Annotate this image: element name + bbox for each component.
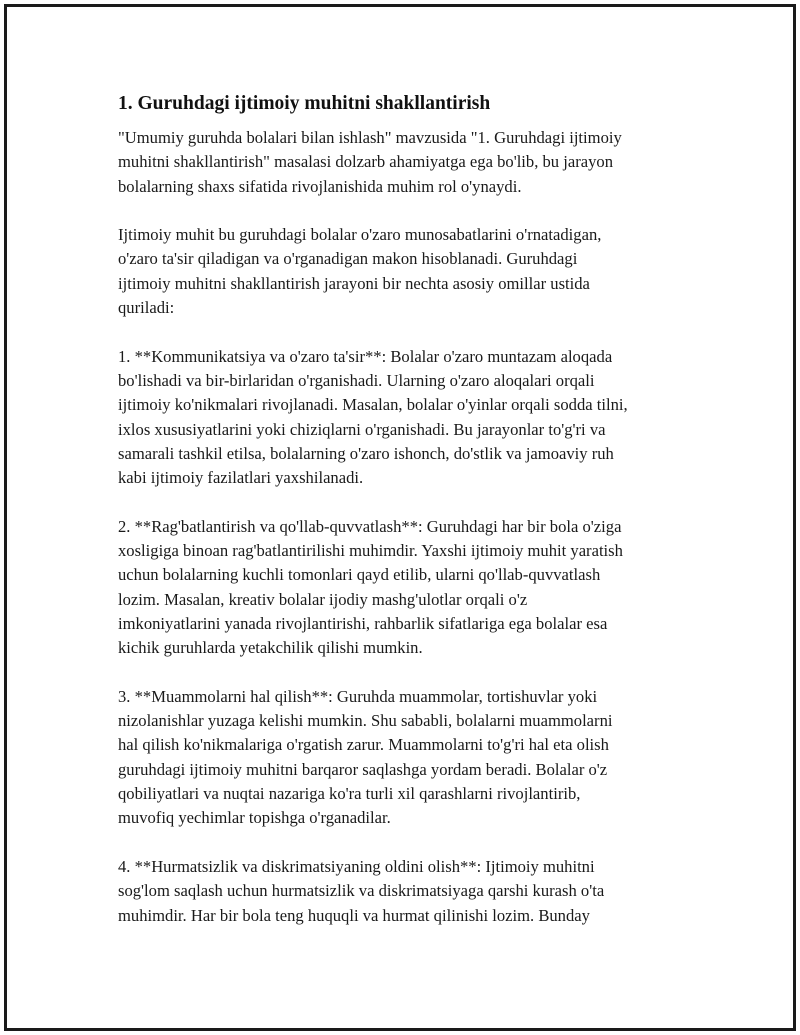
text-line: muhimdir. Har bir bola teng huquqli va hurmat qilinishi lozim. Bunday (118, 905, 590, 925)
section-heading: 1. Guruhdagi ijtimoiy muhitni shakllantirish (118, 93, 491, 114)
text-line: hal qilish ko'nikmalariga o'rgatish zarur. Muammolarni to'g'ri hal eta olish (118, 735, 609, 755)
text-line: sog'lom saqlash uchun hurmatsizlik va diskrimatsiyaga qarshi kurash o'ta (118, 881, 605, 901)
paragraph-intro (118, 126, 708, 199)
text-line: qobiliyatlari va nuqtai nazariga ko'ra turli xil qarashlarni rivojlantirib, (118, 784, 581, 804)
text-line: 2. **Rag'batlantirish va qo'llab-quvvatlash**: Guruhdagi har bir bola o'ziga (118, 516, 622, 536)
text-line: muhitni shakllantirish" masalasi dolzarb ahamiyatga ega bo'lib, bu jarayon (118, 152, 614, 172)
text-line: 3. **Muammolarni hal qilish**: Guruhda muammolar, tortishuvlar yoki (118, 686, 598, 706)
paragraph-definition (118, 223, 708, 320)
text-line: lozim. Masalan, kreativ bolalar ijodiy mashg'ulotlar orqali o'z (118, 589, 528, 609)
document-body (118, 92, 708, 952)
text-line: bo'lishadi va bir-birlaridan o'rganishadi. Ularning o'zaro aloqalari orqali (118, 370, 595, 390)
text-line: imkoniyatlarini yanada rivojlantirishi, rahbarlik sifatlariga ega bolalar esa (118, 613, 608, 633)
text-line: guruhdagi ijtimoiy muhitni barqaror saqlashga yordam beradi. Bolalar o'z (118, 759, 608, 779)
text-line: o'zaro ta'sir qiladigan va o'rganadigan makon hisoblanadi. Guruhdagi (118, 249, 578, 269)
text-line: samarali tashkil etilsa, bolalarning o'zaro ishonch, do'stlik va jamoaviy ruh (118, 443, 614, 463)
text-line: ixlos xususiyatlarini yoki chiziqlarni o'rganishadi. Bu jarayonlar to'g'ri va (118, 419, 606, 439)
text-line: 4. **Hurmatsizlik va diskrimatsiyaning oldini olish**: Ijtimoiy muhitni (118, 856, 595, 876)
text-line: 1. **Kommunikatsiya va o'zaro ta'sir**: Bolalar o'zaro muntazam aloqada (118, 346, 613, 366)
paragraph-item-3 (118, 685, 708, 831)
text-line: "Umumiy guruhda bolalari bilan ishlash" mavzusida "1. Guruhdagi ijtimoiy (118, 128, 622, 147)
paragraph-item-1 (118, 345, 708, 491)
text-line: kabi ijtimoiy fazilatlari yaxshilanadi. (118, 468, 364, 488)
text-line: muvofiq yechimlar topishga o'rganadilar. (118, 808, 391, 828)
text-line: kichik guruhlarda yetakchilik qilishi mumkin. (118, 638, 423, 658)
text-line: nizolanishlar yuzaga kelishi mumkin. Shu sababli, bolalarni muammolarni (118, 711, 613, 731)
text-line: Ijtimoiy muhit bu guruhdagi bolalar o'zaro munosabatlarini o'rnatadigan, (118, 225, 602, 245)
text-line: quriladi: (118, 298, 175, 318)
paragraph-item-4 (118, 855, 708, 928)
text-line: xosligiga binoan rag'batlantirilishi muhimdir. Yaxshi ijtimoiy muhit yaratish (118, 541, 623, 561)
text-line: bolalarning shaxs sifatida rivojlanishida muhim rol o'ynaydi. (118, 176, 522, 196)
paragraph-item-2 (118, 515, 708, 661)
text-line: ijtimoiy ko'nikmalari rivojlanadi. Masalan, bolalar o'yinlar orqali sodda tilni, (118, 395, 628, 415)
text-line: ijtimoiy muhitni shakllantirish jarayoni bir nechta asosiy omillar ustida (118, 273, 590, 293)
text-line: uchun bolalarning kuchli tomonlari qayd etilib, ularni qo'llab-quvvatlash (118, 565, 601, 585)
